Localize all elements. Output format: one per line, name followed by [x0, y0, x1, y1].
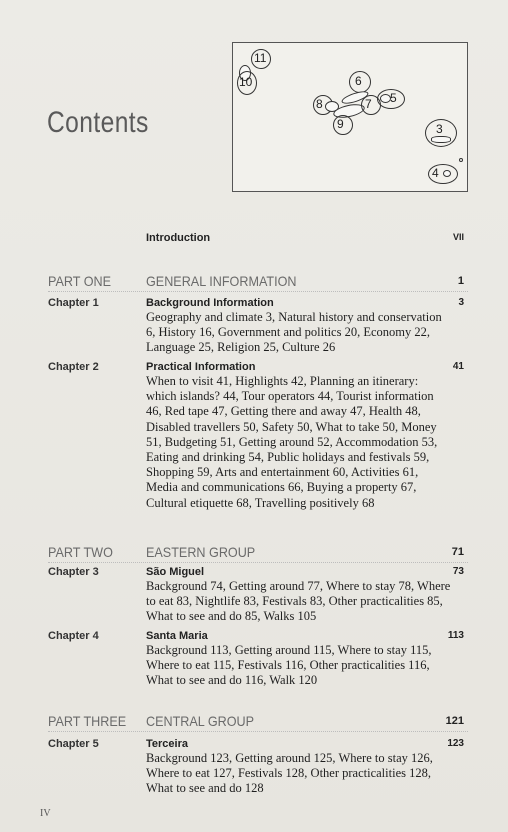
- map-label-8: 8: [316, 97, 323, 111]
- part-two-rule: [48, 562, 468, 563]
- island-sao-miguel: [431, 136, 451, 143]
- chapter-3-title: São Miguel: [146, 566, 205, 578]
- island-santa-maria: [443, 170, 451, 177]
- part-one-rule: [48, 291, 468, 292]
- map-label-7: 7: [365, 97, 372, 111]
- map-label-10: 10: [239, 75, 253, 89]
- map-label-4: 4: [432, 166, 439, 180]
- intro-title: Introduction: [146, 232, 211, 244]
- chapter-2-label: Chapter 2: [48, 361, 99, 373]
- part-one-label: PART ONE: [48, 273, 112, 289]
- part-three-rule: [48, 731, 468, 732]
- chapter-3-desc: Background 74, Getting around 77, Where to stay 78, Where to eat 83, Nightlife 83, Festivals 83, Other practicalities 85, What to see and do 85, Walks 105: [146, 579, 451, 624]
- chapter-2-page: 41: [452, 361, 464, 372]
- chapter-5-desc: Background 123, Getting around 125, Where to stay 126, Where to eat 127, Festivals 128, Other practicalities 128, What to see and do 128: [146, 751, 433, 796]
- chapter-2-title: Practical Information: [146, 361, 256, 373]
- map-label-3: 3: [436, 122, 443, 136]
- chapter-1-desc: Geography and climate 3, Natural history and conservation 6, History 16, Government and politics 20, Economy 22, Language 25, Religion 25, Culture 26: [146, 310, 442, 355]
- chapter-5-page: 123: [447, 738, 464, 749]
- island-locator-map: [232, 42, 468, 192]
- part-three-title: CENTRAL GROUP: [146, 713, 255, 729]
- part-two-label: PART TWO: [48, 544, 113, 560]
- map-label-11: 11: [254, 51, 267, 65]
- chapter-4-page: 113: [447, 630, 464, 641]
- page-title: Contents: [47, 106, 149, 139]
- intro-page: VII: [452, 232, 464, 242]
- map-label-5: 5: [390, 91, 397, 105]
- chapter-3-label: Chapter 3: [48, 566, 99, 578]
- part-two-page: 71: [451, 546, 464, 558]
- part-one-page: 1: [457, 275, 464, 287]
- part-two-title: EASTERN GROUP: [146, 544, 256, 560]
- chapter-3-page: 73: [452, 566, 464, 577]
- part-one-title: GENERAL INFORMATION: [146, 273, 297, 289]
- chapter-5-title: Terceira: [146, 738, 188, 750]
- chapter-4-desc: Background 113, Getting around 115, Where to stay 115, Where to eat 115, Festivals 116, Other practicalities 116, What to see and do 116, Walk 120: [146, 643, 432, 688]
- chapter-1-label: Chapter 1: [48, 297, 99, 309]
- island-formigas: [459, 158, 463, 162]
- chapter-5-label: Chapter 5: [48, 738, 99, 750]
- chapter-1-title: Background Information: [146, 297, 274, 309]
- map-label-6: 6: [355, 74, 362, 88]
- chapter-2-desc: When to visit 41, Highlights 42, Planning an itinerary: which islands? 44, Tour operators 44, Tourist information 46, Red tape 47, Getting there and away 47, Health 48, Disabled travellers 50, Safety 50, What to take 50, Money 51, Budgeting 51, Getting around 52, Accommodation 53, Eating and drinking 54, Public holidays and festivals 59, Shopping 59, Arts and entertainment 60, Activities 61, Media and communications 66, Buying a property 67, Cultural etiquette 68, Travelling positively 68: [146, 374, 438, 510]
- page-folio: IV: [40, 808, 51, 819]
- part-three-label: PART THREE: [48, 713, 127, 729]
- chapter-4-title: Santa Maria: [146, 630, 208, 642]
- chapter-4-label: Chapter 4: [48, 630, 99, 642]
- map-label-9: 9: [337, 117, 344, 131]
- part-three-page: 121: [445, 715, 464, 727]
- chapter-1-page: 3: [458, 297, 464, 308]
